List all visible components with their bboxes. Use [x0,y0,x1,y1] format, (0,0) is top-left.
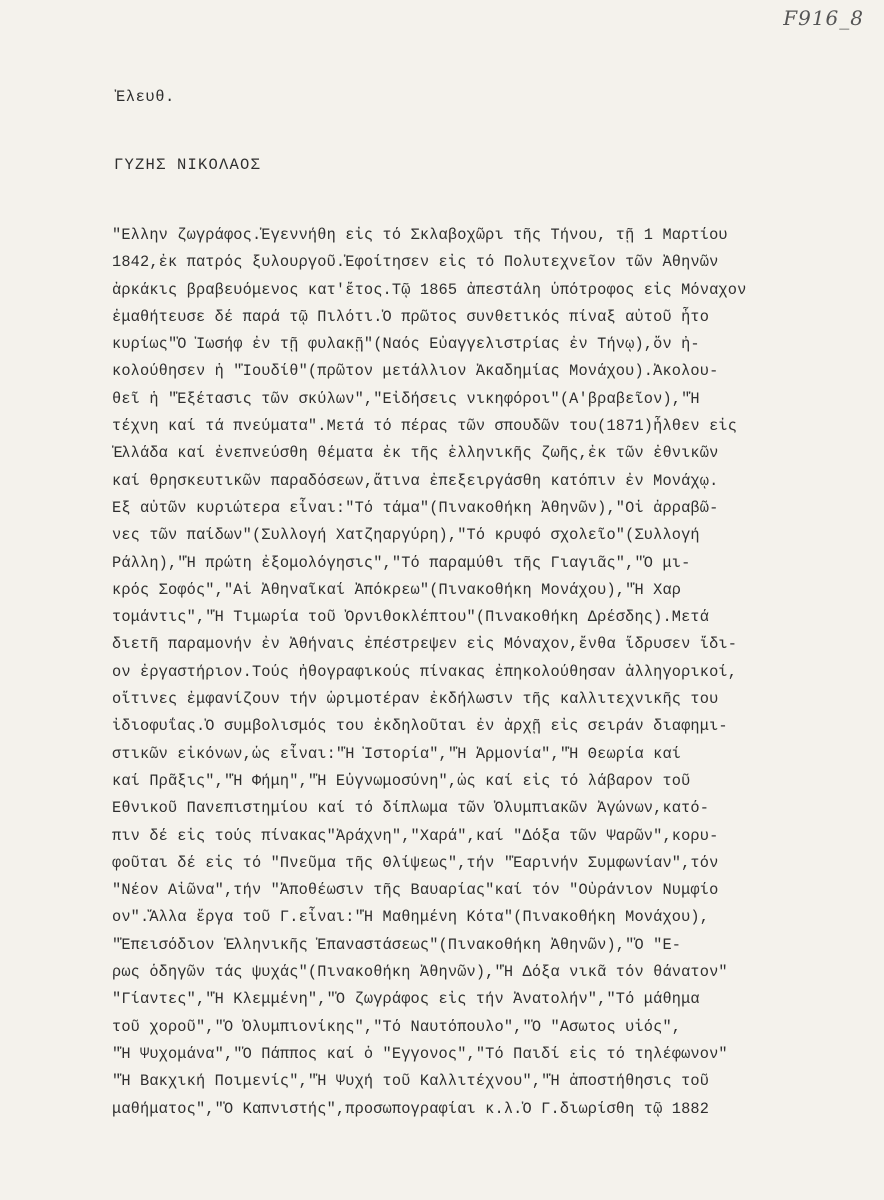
text-line: μαθήματος","Ὁ Καπνιστής",προσωπογραφίαι κ.λ.Ὁ Γ.διωρίσθη τῷ 1882 [112,1099,710,1118]
text-line: θεῖ ἡ "Ἐξέτασις τῶν σκύλων","Εἰδήσεις νικηφόροι"(Α'βραβεῖον),"Ἡ [112,389,700,408]
category-abbreviation: Ἐλευθ. [116,88,175,106]
text-line: ἐμαθήτευσε δέ παρά τῷ Πιλότι.Ὁ πρῶτος συνθετικός πίναξ αὐτοῦ ἦτο [112,307,710,326]
text-line: Ἐθνικοῦ Πανεπιστημίου καί τό δίπλωμα τῶν Ὀλυμπιακῶν Ἀγώνων,κατό- [112,799,710,818]
text-line: τέχνη καί τά πνεύματα".Μετά τό πέρας τῶν σπουδῶν του(1871)ἦλθεν εἰς [112,417,738,436]
entry-heading: ΓΥΖΗΣ ΝΙΚΟΛΑΟΣ [114,156,262,174]
text-line: "Γίαντες","Ἡ Κλεμμένη","Ὁ ζωγράφος εἰς τήν Ἀνατολήν","Τό μάθημα [112,990,700,1009]
text-line: "Νέον Αἰῶνα",τήν "Ἀποθέωσιν τῆς Βαυαρίας"καί τόν "Οὐράνιον Νυμφίο [112,881,719,900]
text-line: ον".Ἄλλα ἔργα τοῦ Γ.εἶναι:"Ἡ Μαθημένη Κότα"(Πινακοθήκη Μονάχου), [112,908,710,927]
text-line: οἵτινες ἐμφανίζουν τήν ὡριμοτέραν ἐκδήλωσιν τῆς καλλιτεχνικῆς του [112,690,719,709]
text-line: Ἐξ αὐτῶν κυριώτερα εἶναι:"Τό τάμα"(Πινακοθήκη Ἀθηνῶν),"Οἱ ἀρραβῶ- [112,498,719,517]
text-line: καί Πρᾶξις","Ἡ Φήμη","Ἡ Εὐγνωμοσύνη",ὡς καί εἰς τό λάβαρον τοῦ [112,771,691,790]
text-line: ἀρκάκις βραβευόμενος κατ'ἔτος.Τῷ 1865 ἀπεστάλη ὑπότροφος εἰς Μόναχον [112,280,747,299]
text-line: στικῶν εἰκόνων,ὡς εἶναι:"Ἡ Ἱστορία","Ἡ Ἁρμονία","Ἡ Θεωρία καί [112,744,682,763]
text-line: νες τῶν παίδων"(Συλλογή Χατζηαργύρη),"Τό κρυφό σχολεῖο"(Συλλογή [112,526,700,545]
text-line: διετῆ παραμονήν ἐν Ἀθήναις ἐπέστρεψεν εἰς Μόναχον,ἔνθα ἵδρυσεν ἴδι- [112,635,738,654]
text-line: Ἑλλάδα καί ἐνεπνεύσθη θέματα ἐκ τῆς ἑλληνικῆς ζωῆς,ἐκ τῶν ἐθνικῶν [112,444,719,463]
text-line: τοῦ χοροῦ","Ὁ Ὀλυμπιονίκης","Τό Ναυτόπουλο","Ὁ "Ασωτος υἱός", [112,1017,682,1036]
text-line: ρως ὁδηγῶν τάς ψυχάς"(Πινακοθήκη Ἀθηνῶν),"Ἡ Δόξα νικᾶ τόν θάνατον" [112,963,728,982]
archive-reference-note: F916_8 [783,6,864,30]
text-line: "Ἡ Ψυχομάνα","Ὁ Πάππος καί ὁ "Εγγονος","Τό Παιδί εἰς τό τηλέφωνον" [112,1044,728,1063]
text-line: "Ἐπεισόδιον Ἑλληνικῆς Ἐπαναστάσεως"(Πινακοθήκη Ἀθηνῶν),"Ὁ "Ε- [112,935,682,954]
text-line: πιν δέ εἰς τούς πίνακας"Ἀράχνη","Χαρά",καί "Δόξα τῶν Ψαρῶν",κορυ- [112,826,719,845]
text-line: Ράλλη),"Ἡ πρώτη ἐξομολόγησις","Τό παραμύθι τῆς Γιαγιᾶς","Ὁ μι- [112,553,691,572]
text-line: κολούθησεν ἡ "Ἰουδίθ"(πρῶτον μετάλλιον Ἀκαδημίας Μονάχου).Ἀκολου- [112,362,719,381]
text-line: ον ἐργαστήριον.Τούς ἠθογραφικούς πίνακας ἐπηκολούθησαν ἀλληγορικοί, [112,662,738,681]
text-line: "Ἡ Βακχική Ποιμενίς","Ἡ Ψυχή τοῦ Καλλιτέχνου","Ἡ ἀποστήθησις τοῦ [112,1072,710,1091]
entry-body [112,222,847,1123]
text-line: "Ελλην ζωγράφος.Ἐγεννήθη εἰς τό Σκλαβοχῶρι τῆς Τήνου, τῇ 1 Μαρτίου [112,226,728,244]
text-line: ἰδιοφυΐας.Ὁ συμβολισμός του ἐκδηλοῦται ἐν ἀρχῇ εἰς σειράν διαφημι- [112,717,728,736]
text-line: τομάντις","Ἡ Τιμωρία τοῦ Ὀρνιθοκλέπτου"(Πινακοθήκη Δρέσδης).Μετά [112,608,710,627]
text-line: κυρίως"Ὁ Ἰωσήφ ἐν τῇ φυλακῇ"(Ναός Εὐαγγελιστρίας ἐν Τήνῳ),ὅν ἠ- [112,335,700,354]
text-line: 1842,ἐκ πατρός ξυλουργοῦ.Ἐφοίτησεν εἰς τό Πολυτεχνεῖον τῶν Ἀθηνῶν [112,253,719,272]
text-line: καί θρησκευτικῶν παραδόσεων,ἅτινα ἐπεξειργάσθη κατόπιν ἐν Μονάχῳ. [112,471,719,490]
text-line: κρός Σοφός","Αἱ Ἀθηναῖκαί Ἀπόκρεω"(Πινακοθήκη Μονάχου),"Ἡ Χαρ [112,580,682,599]
text-line: φοῦται δέ εἰς τό "Πνεῦμα τῆς Θλίψεως",τήν "Ἐαρινήν Συμφωνίαν",τόν [112,853,719,872]
